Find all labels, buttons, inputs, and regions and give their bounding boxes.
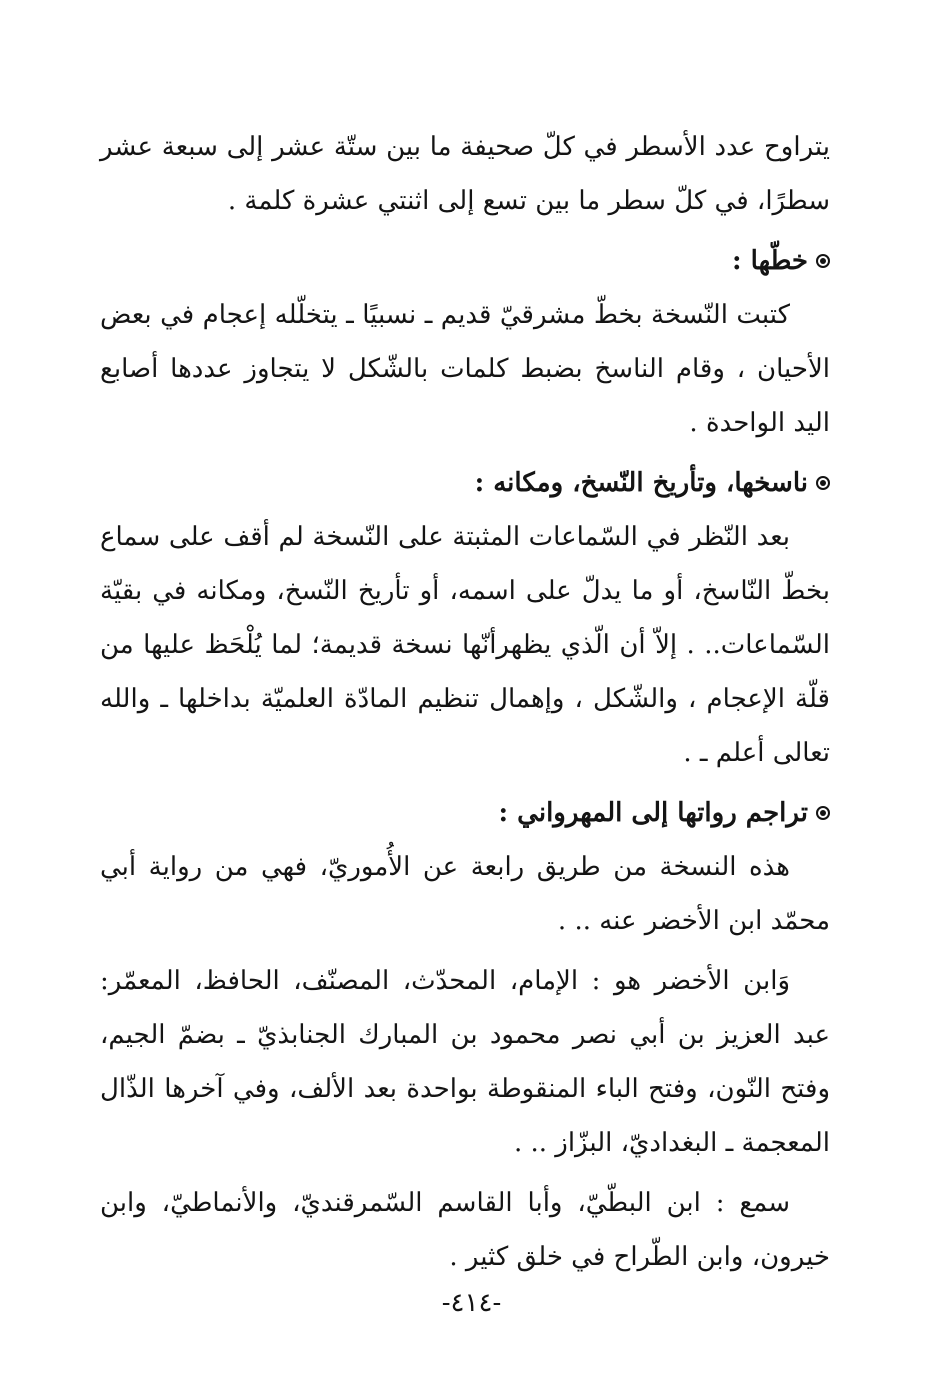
- heading-narrators-text: تراجم رواتها إلى المهرواني :: [498, 798, 808, 828]
- paragraph-teachers: سمع : ابن البطّيّ، وأبا القاسم السّمرقنديّ، والأنماطيّ، وابن خيرون، وابن الطّراح في خلق كثير .: [100, 1188, 830, 1272]
- paragraph-copyist: بعد النّظر في السّماعات المثبتة على النّسخة لم أقف على سماع بخطّ النّاسخ، أو ما يدلّ على اسمه، أو تأريخ النّسخ، ومكانه في بقيّة السّماعات.. . إلاّ أن الّذي يظهرأنّها نسخة قديمة؛ لما يُلْحَظ عليها من قلّة الإعجام ، والشّكل ، وإهمال تنظيم المادّة العلميّة بداخلها ـ والله تعالى أعلم ـ .: [100, 522, 830, 768]
- page-body: [100, 120, 830, 1290]
- paragraph-script: كتبت النّسخة بخطّ مشرقيّ قديم ـ نسبيًا ـ يتخلّله إعجام في بعض الأحيان ، وقام الناسخ بضبط كلمات بالشّكل لا يتجاوز عددها أصابع اليد الواحدة .: [100, 300, 830, 438]
- bullet-icon: [816, 806, 830, 820]
- page-number: -٤١٤-: [441, 1288, 502, 1318]
- heading-narrators: [100, 786, 830, 840]
- paragraph-ibn-al-akhdar: وَابن الأخضر هو : الإمام، المحدّث، المصنّف، الحافظ، المعمّر: عبد العزيز بن أبي نصر محمود بن المبارك الجنابذيّ ـ بضمّ الجيم، وفتح النّون، وفتح الباء المنقوطة بواحدة بعد الألف، وفي آخرها الذّال المعجمة ـ البغداديّ، البزّاز .. .: [100, 966, 830, 1158]
- heading-script: [100, 234, 830, 288]
- bullet-icon: [816, 254, 830, 268]
- bullet-icon: [816, 476, 830, 490]
- paragraph-lines-count: يتراوح عدد الأسطر في كلّ صحيفة ما بين ستّة عشر إلى سبعة عشر سطرًا، في كلّ سطر ما بين تسع إلى اثنتي عشرة كلمة .: [100, 132, 830, 216]
- heading-script-text: خطّها :: [732, 246, 808, 276]
- heading-copyist: [100, 456, 830, 510]
- paragraph-narration-path: هذه النسخة من طريق رابعة عن الأُموريّ، فهي من رواية أبي محمّد ابن الأخضر عنه .. .: [100, 852, 830, 936]
- heading-copyist-text: ناسخها، وتأريخ النّسخ، ومكانه :: [474, 468, 808, 498]
